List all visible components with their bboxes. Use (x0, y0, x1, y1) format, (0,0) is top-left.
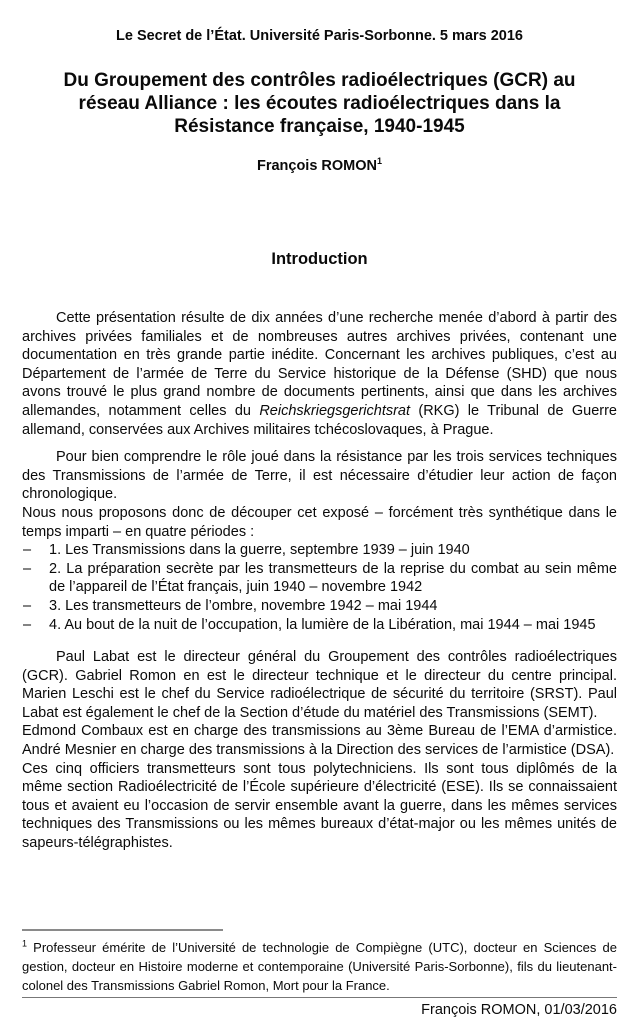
document-title: Du Groupement des contrôles radioélectriques (GCR) au réseau Alliance : les écoutes radioélectriques dans la Résistance française, 1940-1945 (63, 70, 576, 137)
author-footnote-ref: 1 (377, 156, 383, 167)
page-footer (22, 997, 617, 1018)
period-item-1 (22, 541, 617, 560)
paragraph-archives-text: Cette présentation résulte de dix années d’une recherche menée d’abord à partir des archives privées familiales et de nombreuses autres archives privées, contenant une documentation en très grande partie inédite. Concernant les archives publiques, c’est au Département de l’armée de Terre du Service historique de la Défense (SHD) que nous avons trouvé le plus grand nombre de documents pertinents, ainsi que dans les archives allemandes, notamment celles du (22, 310, 617, 419)
dash-bullet: – (23, 542, 32, 559)
period-item-4 (22, 616, 617, 635)
dash-bullet: – (23, 597, 32, 614)
footnote-1 (22, 938, 617, 995)
author-name: François ROMON (256, 158, 378, 174)
german-term-italic: Reichskriegsgerichtsrat (259, 402, 411, 419)
footer-author-date: François ROMON, 01/03/2016 (421, 1002, 617, 1018)
periods-list (22, 541, 617, 634)
paragraph-archives-text-end: (RKG) le Tribunal de Guerre allemand, conservées aux Archives militaires tchécoslovaques, à Prague. (22, 402, 617, 438)
period-item-2-text: 2. La préparation secrète par les transmetteurs de la reprise du combat au sein même de l’appareil de l’État français, juin 1940 – novembre 1942 (49, 560, 617, 596)
author-line (22, 158, 617, 174)
paragraph-role-transmissions: Pour bien comprendre le rôle joué dans la résistance par les trois services techniques des Transmissions de l’armée de Terre, il est nécessaire d’étudier leur action de façon chronologique. (22, 449, 617, 503)
footnote-text: Professeur émérite de l’Université de technologie de Compiègne (UTC), docteur en Sciences de gestion, docteur en Histoire moderne et contemporaine (Université Paris-Sorbonne), fils du lieutenant-colonel des Transmissions Gabriel Romon, Mort pour la France. (22, 940, 617, 993)
conference-header: Le Secret de l’État. Université Paris-Sorbonne. 5 mars 2016 (116, 28, 523, 44)
period-item-2 (22, 560, 617, 597)
paragraph-gcr-directors: Paul Labat est le directeur général du Groupement des contrôles radioélectriques (GCR). Gabriel Romon en est le directeur technique et le directeur du centre principal. Marien Leschi est le chef du Service radioélectrique de sécurité du territoire (SRST). Paul Labat est également le chef de la Section d’étude du matériel des Transmissions (SEMT). (22, 649, 617, 721)
footnote-separator (22, 929, 223, 931)
period-item-1-text: 1. Les Transmissions dans la guerre, septembre 1939 – juin 1940 (49, 542, 470, 559)
paragraph-archives (22, 309, 617, 439)
footnote-area (22, 929, 617, 995)
period-item-3 (22, 597, 617, 616)
paragraph-combaux-mesnier: Edmond Combaux est en charge des transmissions au 3ème Bureau de l’EMA d’armistice. André Mesnier en charge des transmissions à la Direction des services de l’armistice (DSA). (22, 723, 617, 759)
section-heading: Introduction (271, 250, 368, 268)
period-item-3-text: 3. Les transmetteurs de l’ombre, novembre 1942 – mai 1944 (49, 597, 438, 614)
paragraph-four-periods-lead: Nous nous proposons donc de découper cet exposé – forcément très synthétique dans le temps imparti – en quatre périodes : (22, 504, 617, 540)
paragraph-five-officers: Ces cinq officiers transmetteurs sont tous polytechniciens. Ils sont tous diplômés de la même section Radioélectricité de l’École supérieure d’électricité (ESE). Ils se connaissaient tous et avaient eu l’occasion de servir ensemble avant la guerre, dans les mêmes services techniques des Transmissions ou les mêmes bureaux d’état-major ou les mêmes unités de sapeurs-télégraphistes. (22, 760, 617, 852)
dash-bullet: – (23, 616, 32, 633)
dash-bullet: – (23, 560, 32, 577)
footnote-ref: 1 (22, 938, 28, 949)
period-item-4-text: 4. Au bout de la nuit de l’occupation, la lumière de la Libération, mai 1944 – mai 1945 (49, 616, 596, 633)
